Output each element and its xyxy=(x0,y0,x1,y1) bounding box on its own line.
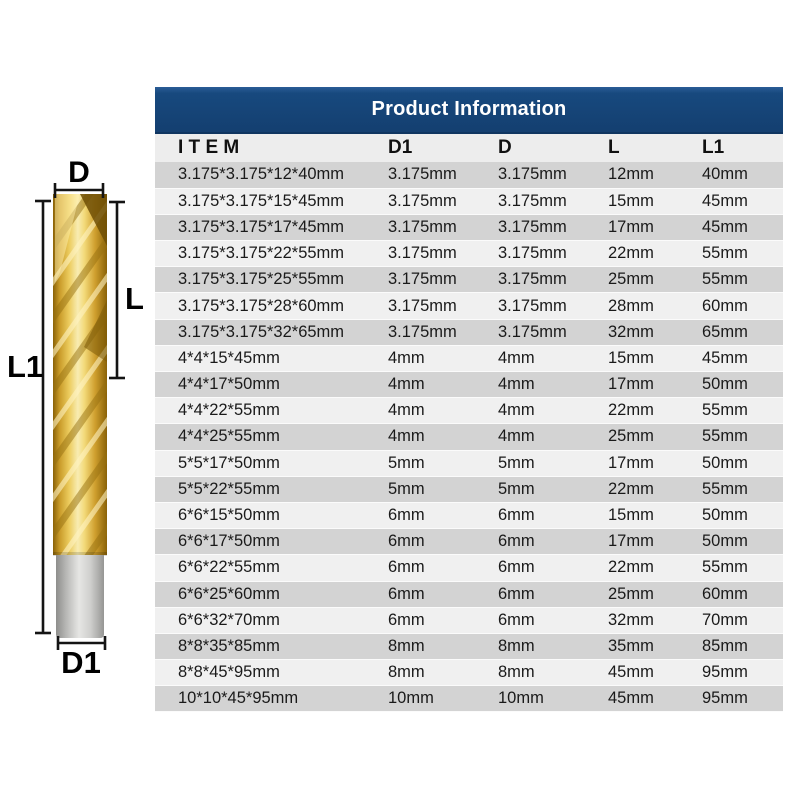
value-cell: 60mm xyxy=(702,581,783,607)
table-row xyxy=(155,293,783,319)
spec-table xyxy=(155,134,783,712)
value-cell: 8mm xyxy=(498,660,608,686)
item-cell: 3.175*3.175*17*45mm xyxy=(155,214,388,240)
table-row xyxy=(155,529,783,555)
value-cell: 6mm xyxy=(498,502,608,528)
item-cell: 6*6*15*50mm xyxy=(155,502,388,528)
value-cell: 6mm xyxy=(388,555,498,581)
table-row xyxy=(155,607,783,633)
item-cell: 3.175*3.175*12*40mm xyxy=(155,162,388,188)
table-row xyxy=(155,581,783,607)
value-cell: 85mm xyxy=(702,633,783,659)
value-cell: 22mm xyxy=(608,476,702,502)
value-cell: 4mm xyxy=(498,372,608,398)
value-cell: 5mm xyxy=(498,476,608,502)
value-cell: 3.175mm xyxy=(498,214,608,240)
value-cell: 45mm xyxy=(702,345,783,371)
value-cell: 8mm xyxy=(388,660,498,686)
value-cell: 45mm xyxy=(608,686,702,712)
page-title: Product Information xyxy=(371,98,567,120)
table-row xyxy=(155,241,783,267)
value-cell: 3.175mm xyxy=(498,293,608,319)
value-cell: 3.175mm xyxy=(388,214,498,240)
value-cell: 50mm xyxy=(702,529,783,555)
value-cell: 65mm xyxy=(702,319,783,345)
value-cell: 15mm xyxy=(608,188,702,214)
value-cell: 3.175mm xyxy=(498,162,608,188)
value-cell: 55mm xyxy=(702,555,783,581)
item-cell: 10*10*45*95mm xyxy=(155,686,388,712)
col-header-item: I T E M xyxy=(155,134,388,162)
table-row xyxy=(155,162,783,188)
value-cell: 8mm xyxy=(388,633,498,659)
col-header-l: L xyxy=(608,134,702,162)
value-cell: 8mm xyxy=(498,633,608,659)
table-row xyxy=(155,502,783,528)
item-cell: 6*6*22*55mm xyxy=(155,555,388,581)
value-cell: 35mm xyxy=(608,633,702,659)
table-row xyxy=(155,555,783,581)
value-cell: 4mm xyxy=(498,398,608,424)
item-cell: 3.175*3.175*32*65mm xyxy=(155,319,388,345)
value-cell: 6mm xyxy=(388,502,498,528)
product-info-panel xyxy=(155,87,783,712)
table-row xyxy=(155,686,783,712)
value-cell: 3.175mm xyxy=(388,162,498,188)
table-row xyxy=(155,398,783,424)
item-cell: 4*4*17*50mm xyxy=(155,372,388,398)
value-cell: 32mm xyxy=(608,319,702,345)
value-cell: 55mm xyxy=(702,241,783,267)
value-cell: 5mm xyxy=(388,476,498,502)
item-cell: 8*8*35*85mm xyxy=(155,633,388,659)
value-cell: 15mm xyxy=(608,345,702,371)
item-cell: 5*5*17*50mm xyxy=(155,450,388,476)
value-cell: 3.175mm xyxy=(388,293,498,319)
value-cell: 4mm xyxy=(388,398,498,424)
col-header-d: D xyxy=(498,134,608,162)
value-cell: 5mm xyxy=(498,450,608,476)
col-header-d1: D1 xyxy=(388,134,498,162)
value-cell: 50mm xyxy=(702,502,783,528)
table-row xyxy=(155,633,783,659)
item-cell: 3.175*3.175*28*60mm xyxy=(155,293,388,319)
table-row xyxy=(155,450,783,476)
spec-table-body xyxy=(155,162,783,712)
value-cell: 25mm xyxy=(608,424,702,450)
value-cell: 95mm xyxy=(702,686,783,712)
value-cell: 95mm xyxy=(702,660,783,686)
item-cell: 6*6*17*50mm xyxy=(155,529,388,555)
value-cell: 55mm xyxy=(702,398,783,424)
value-cell: 4mm xyxy=(388,345,498,371)
value-cell: 10mm xyxy=(498,686,608,712)
table-row xyxy=(155,424,783,450)
value-cell: 3.175mm xyxy=(388,188,498,214)
value-cell: 3.175mm xyxy=(498,319,608,345)
table-row xyxy=(155,214,783,240)
table-row xyxy=(155,188,783,214)
table-row xyxy=(155,267,783,293)
value-cell: 17mm xyxy=(608,450,702,476)
value-cell: 4mm xyxy=(498,345,608,371)
value-cell: 45mm xyxy=(608,660,702,686)
drill-bit-diagram xyxy=(0,150,155,695)
value-cell: 10mm xyxy=(388,686,498,712)
value-cell: 60mm xyxy=(702,293,783,319)
dim-label-l: L xyxy=(125,281,144,316)
value-cell: 4mm xyxy=(388,372,498,398)
value-cell: 55mm xyxy=(702,424,783,450)
table-row xyxy=(155,372,783,398)
value-cell: 3.175mm xyxy=(498,241,608,267)
value-cell: 3.175mm xyxy=(388,267,498,293)
value-cell: 17mm xyxy=(608,372,702,398)
value-cell: 17mm xyxy=(608,529,702,555)
value-cell: 4mm xyxy=(498,424,608,450)
drill-bit-graphic xyxy=(0,150,155,695)
value-cell: 55mm xyxy=(702,476,783,502)
value-cell: 3.175mm xyxy=(388,241,498,267)
item-cell: 4*4*22*55mm xyxy=(155,398,388,424)
dim-label-d1: D1 xyxy=(61,645,101,680)
value-cell: 45mm xyxy=(702,188,783,214)
table-row xyxy=(155,660,783,686)
table-header-row xyxy=(155,134,783,162)
value-cell: 15mm xyxy=(608,502,702,528)
value-cell: 25mm xyxy=(608,267,702,293)
item-cell: 3.175*3.175*22*55mm xyxy=(155,241,388,267)
value-cell: 25mm xyxy=(608,581,702,607)
table-row xyxy=(155,345,783,371)
value-cell: 4mm xyxy=(388,424,498,450)
value-cell: 6mm xyxy=(388,581,498,607)
title-bar xyxy=(155,87,783,134)
table-row xyxy=(155,476,783,502)
value-cell: 12mm xyxy=(608,162,702,188)
value-cell: 17mm xyxy=(608,214,702,240)
item-cell: 5*5*22*55mm xyxy=(155,476,388,502)
value-cell: 5mm xyxy=(388,450,498,476)
value-cell: 6mm xyxy=(388,607,498,633)
value-cell: 6mm xyxy=(498,581,608,607)
item-cell: 8*8*45*95mm xyxy=(155,660,388,686)
value-cell: 28mm xyxy=(608,293,702,319)
value-cell: 6mm xyxy=(498,555,608,581)
table-row xyxy=(155,319,783,345)
value-cell: 45mm xyxy=(702,214,783,240)
value-cell: 22mm xyxy=(608,555,702,581)
value-cell: 3.175mm xyxy=(498,267,608,293)
value-cell: 32mm xyxy=(608,607,702,633)
value-cell: 70mm xyxy=(702,607,783,633)
value-cell: 22mm xyxy=(608,241,702,267)
value-cell: 40mm xyxy=(702,162,783,188)
value-cell: 6mm xyxy=(388,529,498,555)
item-cell: 3.175*3.175*25*55mm xyxy=(155,267,388,293)
dim-label-d: D xyxy=(68,156,90,189)
item-cell: 6*6*25*60mm xyxy=(155,581,388,607)
item-cell: 4*4*15*45mm xyxy=(155,345,388,371)
value-cell: 50mm xyxy=(702,372,783,398)
value-cell: 22mm xyxy=(608,398,702,424)
dim-label-l1: L1 xyxy=(7,349,44,384)
col-header-l1: L1 xyxy=(702,134,783,162)
value-cell: 55mm xyxy=(702,267,783,293)
value-cell: 3.175mm xyxy=(388,319,498,345)
value-cell: 50mm xyxy=(702,450,783,476)
value-cell: 6mm xyxy=(498,607,608,633)
value-cell: 3.175mm xyxy=(498,188,608,214)
item-cell: 4*4*25*55mm xyxy=(155,424,388,450)
item-cell: 3.175*3.175*15*45mm xyxy=(155,188,388,214)
value-cell: 6mm xyxy=(498,529,608,555)
item-cell: 6*6*32*70mm xyxy=(155,607,388,633)
